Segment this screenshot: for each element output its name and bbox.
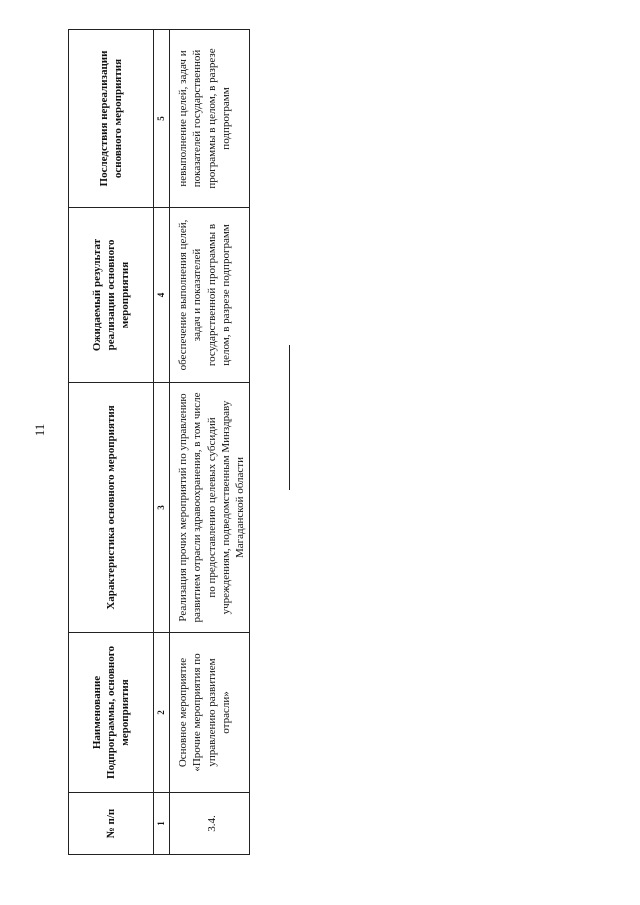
row-name: Основное мероприятие «Прочие мероприятия по управлению развитием отрасли» [170, 633, 250, 793]
column-number: 3 [154, 383, 170, 633]
column-number: 2 [154, 633, 170, 793]
measures-table [68, 29, 250, 855]
column-number: 4 [154, 208, 170, 383]
rotated-page [32, 30, 251, 855]
header-characteristic: Характеристика основного мероприятия [69, 383, 154, 633]
closing-line [289, 345, 290, 490]
header-name: Наименование Подпрограммы, основного мероприятия [69, 633, 154, 793]
header-consequences: Последствия нереализации основного мероприятия [69, 30, 154, 208]
row-number: 3.4. [170, 793, 250, 855]
header-num: № п/п [69, 793, 154, 855]
row-expected-result: обеспечение выполнения целей, задач и показателей государственной программы в целом, в разрезе подпрограмм [170, 208, 250, 383]
row-characteristic: Реализация прочих мероприятий по управлению развитием отрасли здравоохранения, в том числе по предоставлению целевых субсидий учреждениям, подведомственным Минздраву Магаданской области [170, 383, 250, 633]
column-number: 5 [154, 30, 170, 208]
header-expected-result: Ожидаемый результат реализации основного мероприятия [69, 208, 154, 383]
column-number: 1 [154, 793, 170, 855]
header-row [69, 30, 154, 855]
row-consequences: невыполнение целей, задач и показателей государственной программы в целом, в разрезе подпрограмм [170, 30, 250, 208]
page-number: 11 [32, 423, 47, 437]
table-row [170, 30, 250, 855]
column-number-row [154, 30, 170, 855]
